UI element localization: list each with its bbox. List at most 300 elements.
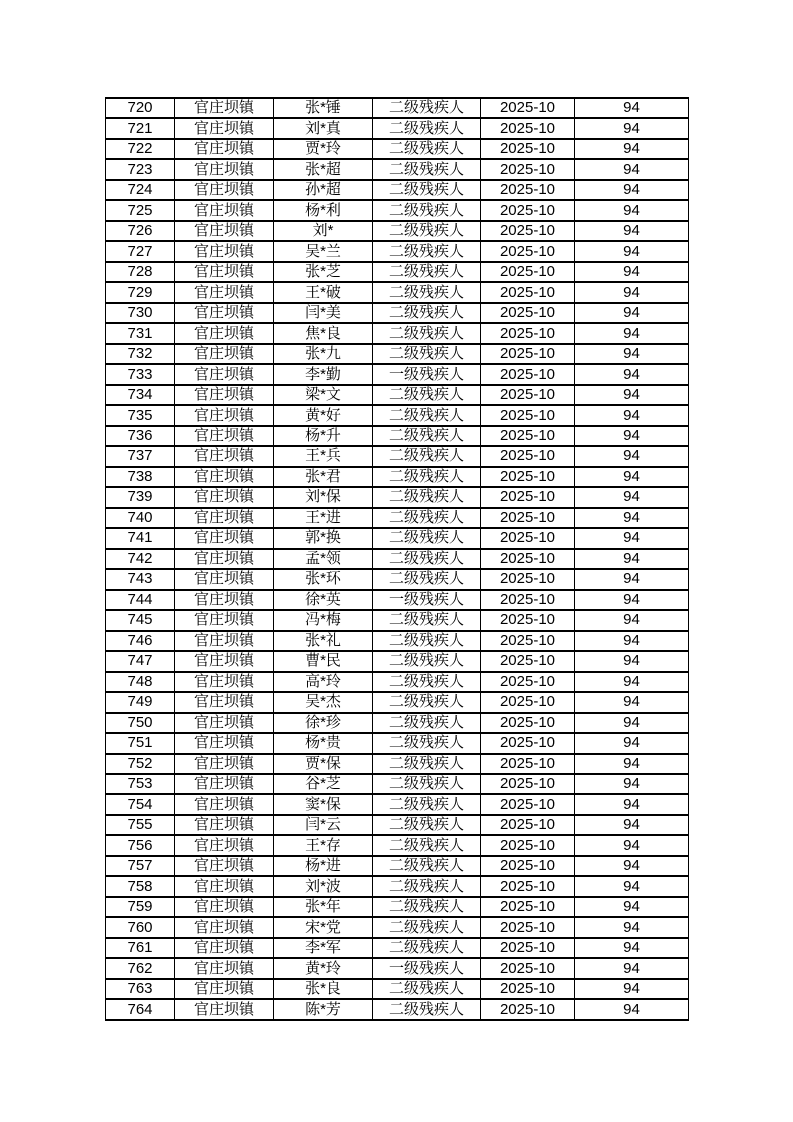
cell-amount: 94 bbox=[575, 221, 689, 241]
cell-town: 官庄坝镇 bbox=[175, 426, 274, 446]
cell-amount: 94 bbox=[575, 159, 689, 179]
cell-name: 孙*超 bbox=[274, 180, 373, 200]
cell-amount: 94 bbox=[575, 713, 689, 733]
cell-seq: 737 bbox=[106, 446, 175, 466]
cell-month: 2025-10 bbox=[481, 323, 575, 343]
cell-town: 官庄坝镇 bbox=[175, 139, 274, 159]
cell-name: 吴*兰 bbox=[274, 241, 373, 261]
cell-name: 黄*玲 bbox=[274, 958, 373, 978]
cell-month: 2025-10 bbox=[481, 528, 575, 548]
cell-amount: 94 bbox=[575, 692, 689, 712]
cell-seq: 728 bbox=[106, 262, 175, 282]
table-row bbox=[106, 262, 689, 282]
cell-name: 张*锤 bbox=[274, 98, 373, 118]
cell-seq: 751 bbox=[106, 733, 175, 753]
cell-amount: 94 bbox=[575, 856, 689, 876]
cell-level: 二级残疾人 bbox=[373, 98, 481, 118]
cell-amount: 94 bbox=[575, 528, 689, 548]
table-row bbox=[106, 917, 689, 937]
cell-name: 杨*贵 bbox=[274, 733, 373, 753]
table-row bbox=[106, 200, 689, 220]
table-row bbox=[106, 549, 689, 569]
cell-level: 二级残疾人 bbox=[373, 118, 481, 138]
cell-level: 一级残疾人 bbox=[373, 364, 481, 384]
cell-level: 二级残疾人 bbox=[373, 754, 481, 774]
cell-month: 2025-10 bbox=[481, 835, 575, 855]
cell-month: 2025-10 bbox=[481, 426, 575, 446]
cell-amount: 94 bbox=[575, 631, 689, 651]
cell-amount: 94 bbox=[575, 282, 689, 302]
cell-amount: 94 bbox=[575, 344, 689, 364]
cell-seq: 744 bbox=[106, 590, 175, 610]
cell-name: 徐*珍 bbox=[274, 713, 373, 733]
cell-amount: 94 bbox=[575, 364, 689, 384]
cell-name: 闫*美 bbox=[274, 303, 373, 323]
table-row bbox=[106, 938, 689, 958]
table-row bbox=[106, 323, 689, 343]
table-row bbox=[106, 118, 689, 138]
table-row bbox=[106, 508, 689, 528]
table-row bbox=[106, 364, 689, 384]
table-row bbox=[106, 282, 689, 302]
cell-month: 2025-10 bbox=[481, 713, 575, 733]
table-row bbox=[106, 610, 689, 630]
cell-level: 二级残疾人 bbox=[373, 938, 481, 958]
cell-town: 官庄坝镇 bbox=[175, 405, 274, 425]
cell-level: 二级残疾人 bbox=[373, 282, 481, 302]
cell-level: 二级残疾人 bbox=[373, 487, 481, 507]
cell-town: 官庄坝镇 bbox=[175, 323, 274, 343]
cell-amount: 94 bbox=[575, 958, 689, 978]
table-row bbox=[106, 774, 689, 794]
cell-month: 2025-10 bbox=[481, 856, 575, 876]
cell-seq: 721 bbox=[106, 118, 175, 138]
cell-name: 刘*保 bbox=[274, 487, 373, 507]
table-row bbox=[106, 139, 689, 159]
cell-level: 二级残疾人 bbox=[373, 794, 481, 814]
cell-seq: 747 bbox=[106, 651, 175, 671]
cell-month: 2025-10 bbox=[481, 446, 575, 466]
cell-level: 二级残疾人 bbox=[373, 692, 481, 712]
cell-name: 杨*进 bbox=[274, 856, 373, 876]
cell-town: 官庄坝镇 bbox=[175, 917, 274, 937]
cell-town: 官庄坝镇 bbox=[175, 754, 274, 774]
cell-name: 刘*真 bbox=[274, 118, 373, 138]
cell-month: 2025-10 bbox=[481, 139, 575, 159]
cell-level: 二级残疾人 bbox=[373, 999, 481, 1020]
cell-level: 二级残疾人 bbox=[373, 897, 481, 917]
table-row bbox=[106, 467, 689, 487]
cell-month: 2025-10 bbox=[481, 98, 575, 118]
cell-amount: 94 bbox=[575, 794, 689, 814]
table-row bbox=[106, 631, 689, 651]
cell-amount: 94 bbox=[575, 610, 689, 630]
cell-town: 官庄坝镇 bbox=[175, 733, 274, 753]
cell-name: 闫*云 bbox=[274, 815, 373, 835]
cell-level: 二级残疾人 bbox=[373, 426, 481, 446]
cell-town: 官庄坝镇 bbox=[175, 672, 274, 692]
cell-level: 二级残疾人 bbox=[373, 672, 481, 692]
cell-level: 二级残疾人 bbox=[373, 139, 481, 159]
cell-name: 高*玲 bbox=[274, 672, 373, 692]
cell-name: 冯*梅 bbox=[274, 610, 373, 630]
cell-name: 吴*杰 bbox=[274, 692, 373, 712]
cell-month: 2025-10 bbox=[481, 672, 575, 692]
cell-level: 二级残疾人 bbox=[373, 180, 481, 200]
cell-month: 2025-10 bbox=[481, 958, 575, 978]
cell-name: 贾*玲 bbox=[274, 139, 373, 159]
cell-town: 官庄坝镇 bbox=[175, 200, 274, 220]
cell-town: 官庄坝镇 bbox=[175, 590, 274, 610]
cell-level: 二级残疾人 bbox=[373, 835, 481, 855]
cell-amount: 94 bbox=[575, 590, 689, 610]
cell-name: 徐*英 bbox=[274, 590, 373, 610]
cell-month: 2025-10 bbox=[481, 180, 575, 200]
table-row bbox=[106, 651, 689, 671]
cell-amount: 94 bbox=[575, 487, 689, 507]
cell-level: 二级残疾人 bbox=[373, 241, 481, 261]
cell-amount: 94 bbox=[575, 979, 689, 999]
cell-amount: 94 bbox=[575, 815, 689, 835]
cell-name: 刘*波 bbox=[274, 876, 373, 896]
cell-seq: 738 bbox=[106, 467, 175, 487]
table-row bbox=[106, 979, 689, 999]
cell-amount: 94 bbox=[575, 897, 689, 917]
cell-amount: 94 bbox=[575, 467, 689, 487]
table-row bbox=[106, 590, 689, 610]
table-row bbox=[106, 958, 689, 978]
cell-name: 贾*保 bbox=[274, 754, 373, 774]
cell-level: 二级残疾人 bbox=[373, 467, 481, 487]
cell-level: 二级残疾人 bbox=[373, 815, 481, 835]
cell-month: 2025-10 bbox=[481, 467, 575, 487]
cell-month: 2025-10 bbox=[481, 303, 575, 323]
cell-name: 张*环 bbox=[274, 569, 373, 589]
cell-town: 官庄坝镇 bbox=[175, 508, 274, 528]
cell-month: 2025-10 bbox=[481, 221, 575, 241]
cell-name: 窦*保 bbox=[274, 794, 373, 814]
cell-name: 谷*芝 bbox=[274, 774, 373, 794]
table-row bbox=[106, 241, 689, 261]
table-row bbox=[106, 405, 689, 425]
cell-town: 官庄坝镇 bbox=[175, 713, 274, 733]
cell-amount: 94 bbox=[575, 569, 689, 589]
cell-month: 2025-10 bbox=[481, 241, 575, 261]
cell-level: 二级残疾人 bbox=[373, 323, 481, 343]
cell-month: 2025-10 bbox=[481, 651, 575, 671]
cell-month: 2025-10 bbox=[481, 938, 575, 958]
table-row bbox=[106, 487, 689, 507]
cell-name: 王*破 bbox=[274, 282, 373, 302]
table-row bbox=[106, 426, 689, 446]
cell-seq: 722 bbox=[106, 139, 175, 159]
cell-seq: 749 bbox=[106, 692, 175, 712]
cell-name: 曹*民 bbox=[274, 651, 373, 671]
cell-level: 二级残疾人 bbox=[373, 856, 481, 876]
cell-town: 官庄坝镇 bbox=[175, 651, 274, 671]
cell-town: 官庄坝镇 bbox=[175, 774, 274, 794]
cell-town: 官庄坝镇 bbox=[175, 999, 274, 1020]
table-row bbox=[106, 528, 689, 548]
cell-amount: 94 bbox=[575, 876, 689, 896]
cell-seq: 760 bbox=[106, 917, 175, 937]
cell-seq: 727 bbox=[106, 241, 175, 261]
cell-amount: 94 bbox=[575, 774, 689, 794]
cell-seq: 729 bbox=[106, 282, 175, 302]
cell-amount: 94 bbox=[575, 241, 689, 261]
cell-name: 梁*文 bbox=[274, 385, 373, 405]
cell-level: 二级残疾人 bbox=[373, 917, 481, 937]
cell-level: 二级残疾人 bbox=[373, 713, 481, 733]
cell-month: 2025-10 bbox=[481, 610, 575, 630]
cell-seq: 746 bbox=[106, 631, 175, 651]
cell-seq: 763 bbox=[106, 979, 175, 999]
cell-month: 2025-10 bbox=[481, 631, 575, 651]
cell-amount: 94 bbox=[575, 405, 689, 425]
cell-level: 二级残疾人 bbox=[373, 876, 481, 896]
cell-seq: 745 bbox=[106, 610, 175, 630]
cell-name: 刘* bbox=[274, 221, 373, 241]
cell-month: 2025-10 bbox=[481, 118, 575, 138]
cell-month: 2025-10 bbox=[481, 794, 575, 814]
cell-town: 官庄坝镇 bbox=[175, 221, 274, 241]
cell-town: 官庄坝镇 bbox=[175, 282, 274, 302]
cell-name: 张*礼 bbox=[274, 631, 373, 651]
cell-level: 一级残疾人 bbox=[373, 590, 481, 610]
cell-name: 王*兵 bbox=[274, 446, 373, 466]
cell-seq: 730 bbox=[106, 303, 175, 323]
cell-seq: 752 bbox=[106, 754, 175, 774]
cell-month: 2025-10 bbox=[481, 282, 575, 302]
table-row bbox=[106, 159, 689, 179]
cell-month: 2025-10 bbox=[481, 876, 575, 896]
table-row bbox=[106, 672, 689, 692]
cell-amount: 94 bbox=[575, 323, 689, 343]
cell-month: 2025-10 bbox=[481, 815, 575, 835]
cell-seq: 758 bbox=[106, 876, 175, 896]
cell-month: 2025-10 bbox=[481, 754, 575, 774]
cell-name: 张*君 bbox=[274, 467, 373, 487]
cell-level: 一级残疾人 bbox=[373, 958, 481, 978]
table-row bbox=[106, 569, 689, 589]
cell-month: 2025-10 bbox=[481, 159, 575, 179]
cell-seq: 748 bbox=[106, 672, 175, 692]
cell-amount: 94 bbox=[575, 98, 689, 118]
table-row bbox=[106, 713, 689, 733]
cell-seq: 734 bbox=[106, 385, 175, 405]
table-row bbox=[106, 733, 689, 753]
cell-seq: 759 bbox=[106, 897, 175, 917]
cell-town: 官庄坝镇 bbox=[175, 467, 274, 487]
cell-seq: 743 bbox=[106, 569, 175, 589]
cell-amount: 94 bbox=[575, 262, 689, 282]
cell-seq: 725 bbox=[106, 200, 175, 220]
cell-seq: 740 bbox=[106, 508, 175, 528]
cell-level: 二级残疾人 bbox=[373, 446, 481, 466]
table-row bbox=[106, 692, 689, 712]
cell-town: 官庄坝镇 bbox=[175, 262, 274, 282]
cell-town: 官庄坝镇 bbox=[175, 610, 274, 630]
cell-seq: 723 bbox=[106, 159, 175, 179]
cell-name: 王*存 bbox=[274, 835, 373, 855]
cell-town: 官庄坝镇 bbox=[175, 98, 274, 118]
cell-name: 孟*领 bbox=[274, 549, 373, 569]
cell-name: 杨*利 bbox=[274, 200, 373, 220]
cell-amount: 94 bbox=[575, 508, 689, 528]
cell-town: 官庄坝镇 bbox=[175, 631, 274, 651]
cell-amount: 94 bbox=[575, 917, 689, 937]
cell-month: 2025-10 bbox=[481, 508, 575, 528]
cell-town: 官庄坝镇 bbox=[175, 528, 274, 548]
cell-month: 2025-10 bbox=[481, 364, 575, 384]
cell-name: 张*九 bbox=[274, 344, 373, 364]
cell-month: 2025-10 bbox=[481, 774, 575, 794]
cell-town: 官庄坝镇 bbox=[175, 303, 274, 323]
cell-town: 官庄坝镇 bbox=[175, 876, 274, 896]
cell-seq: 761 bbox=[106, 938, 175, 958]
cell-amount: 94 bbox=[575, 733, 689, 753]
cell-month: 2025-10 bbox=[481, 733, 575, 753]
cell-seq: 742 bbox=[106, 549, 175, 569]
cell-name: 张*芝 bbox=[274, 262, 373, 282]
cell-town: 官庄坝镇 bbox=[175, 938, 274, 958]
table-row bbox=[106, 221, 689, 241]
cell-amount: 94 bbox=[575, 835, 689, 855]
cell-level: 二级残疾人 bbox=[373, 385, 481, 405]
cell-seq: 757 bbox=[106, 856, 175, 876]
cell-month: 2025-10 bbox=[481, 979, 575, 999]
cell-amount: 94 bbox=[575, 938, 689, 958]
cell-level: 二级残疾人 bbox=[373, 549, 481, 569]
cell-seq: 764 bbox=[106, 999, 175, 1020]
table-row bbox=[106, 385, 689, 405]
cell-month: 2025-10 bbox=[481, 897, 575, 917]
cell-town: 官庄坝镇 bbox=[175, 344, 274, 364]
cell-seq: 755 bbox=[106, 815, 175, 835]
table-row bbox=[106, 754, 689, 774]
cell-town: 官庄坝镇 bbox=[175, 815, 274, 835]
cell-seq: 739 bbox=[106, 487, 175, 507]
cell-amount: 94 bbox=[575, 385, 689, 405]
cell-name: 李*军 bbox=[274, 938, 373, 958]
cell-month: 2025-10 bbox=[481, 487, 575, 507]
cell-town: 官庄坝镇 bbox=[175, 835, 274, 855]
cell-amount: 94 bbox=[575, 200, 689, 220]
table-row bbox=[106, 815, 689, 835]
cell-name: 李*勤 bbox=[274, 364, 373, 384]
cell-town: 官庄坝镇 bbox=[175, 897, 274, 917]
table-row bbox=[106, 180, 689, 200]
table-row bbox=[106, 876, 689, 896]
table-body bbox=[106, 98, 689, 1020]
cell-month: 2025-10 bbox=[481, 200, 575, 220]
cell-name: 张*年 bbox=[274, 897, 373, 917]
table-row bbox=[106, 794, 689, 814]
table-row bbox=[106, 303, 689, 323]
cell-amount: 94 bbox=[575, 549, 689, 569]
cell-month: 2025-10 bbox=[481, 569, 575, 589]
cell-level: 二级残疾人 bbox=[373, 303, 481, 323]
cell-level: 二级残疾人 bbox=[373, 262, 481, 282]
cell-seq: 741 bbox=[106, 528, 175, 548]
cell-amount: 94 bbox=[575, 672, 689, 692]
table-row bbox=[106, 999, 689, 1020]
cell-amount: 94 bbox=[575, 180, 689, 200]
cell-town: 官庄坝镇 bbox=[175, 159, 274, 179]
cell-name: 张*良 bbox=[274, 979, 373, 999]
cell-town: 官庄坝镇 bbox=[175, 364, 274, 384]
cell-seq: 756 bbox=[106, 835, 175, 855]
cell-amount: 94 bbox=[575, 651, 689, 671]
cell-seq: 732 bbox=[106, 344, 175, 364]
cell-town: 官庄坝镇 bbox=[175, 958, 274, 978]
cell-month: 2025-10 bbox=[481, 590, 575, 610]
cell-level: 二级残疾人 bbox=[373, 631, 481, 651]
table-row bbox=[106, 856, 689, 876]
cell-month: 2025-10 bbox=[481, 917, 575, 937]
cell-town: 官庄坝镇 bbox=[175, 241, 274, 261]
cell-amount: 94 bbox=[575, 446, 689, 466]
cell-seq: 720 bbox=[106, 98, 175, 118]
cell-name: 黄*好 bbox=[274, 405, 373, 425]
cell-amount: 94 bbox=[575, 426, 689, 446]
cell-month: 2025-10 bbox=[481, 262, 575, 282]
table-row bbox=[106, 897, 689, 917]
cell-seq: 736 bbox=[106, 426, 175, 446]
disability-allowance-table bbox=[105, 97, 689, 1021]
cell-level: 二级残疾人 bbox=[373, 405, 481, 425]
cell-level: 二级残疾人 bbox=[373, 979, 481, 999]
cell-amount: 94 bbox=[575, 303, 689, 323]
cell-name: 郭*换 bbox=[274, 528, 373, 548]
cell-seq: 762 bbox=[106, 958, 175, 978]
cell-name: 杨*升 bbox=[274, 426, 373, 446]
cell-town: 官庄坝镇 bbox=[175, 180, 274, 200]
table-row bbox=[106, 835, 689, 855]
cell-level: 二级残疾人 bbox=[373, 344, 481, 364]
table-row bbox=[106, 98, 689, 118]
cell-seq: 754 bbox=[106, 794, 175, 814]
cell-amount: 94 bbox=[575, 999, 689, 1020]
cell-seq: 733 bbox=[106, 364, 175, 384]
cell-seq: 726 bbox=[106, 221, 175, 241]
cell-month: 2025-10 bbox=[481, 405, 575, 425]
cell-month: 2025-10 bbox=[481, 692, 575, 712]
cell-seq: 731 bbox=[106, 323, 175, 343]
cell-town: 官庄坝镇 bbox=[175, 446, 274, 466]
cell-seq: 750 bbox=[106, 713, 175, 733]
cell-month: 2025-10 bbox=[481, 344, 575, 364]
cell-level: 二级残疾人 bbox=[373, 159, 481, 179]
cell-level: 二级残疾人 bbox=[373, 651, 481, 671]
cell-town: 官庄坝镇 bbox=[175, 794, 274, 814]
cell-amount: 94 bbox=[575, 754, 689, 774]
cell-name: 张*超 bbox=[274, 159, 373, 179]
cell-town: 官庄坝镇 bbox=[175, 692, 274, 712]
cell-level: 二级残疾人 bbox=[373, 569, 481, 589]
cell-name: 王*进 bbox=[274, 508, 373, 528]
cell-month: 2025-10 bbox=[481, 385, 575, 405]
table-row bbox=[106, 446, 689, 466]
cell-level: 二级残疾人 bbox=[373, 221, 481, 241]
cell-amount: 94 bbox=[575, 118, 689, 138]
cell-month: 2025-10 bbox=[481, 549, 575, 569]
cell-town: 官庄坝镇 bbox=[175, 569, 274, 589]
cell-seq: 753 bbox=[106, 774, 175, 794]
cell-seq: 724 bbox=[106, 180, 175, 200]
cell-level: 二级残疾人 bbox=[373, 733, 481, 753]
cell-level: 二级残疾人 bbox=[373, 508, 481, 528]
